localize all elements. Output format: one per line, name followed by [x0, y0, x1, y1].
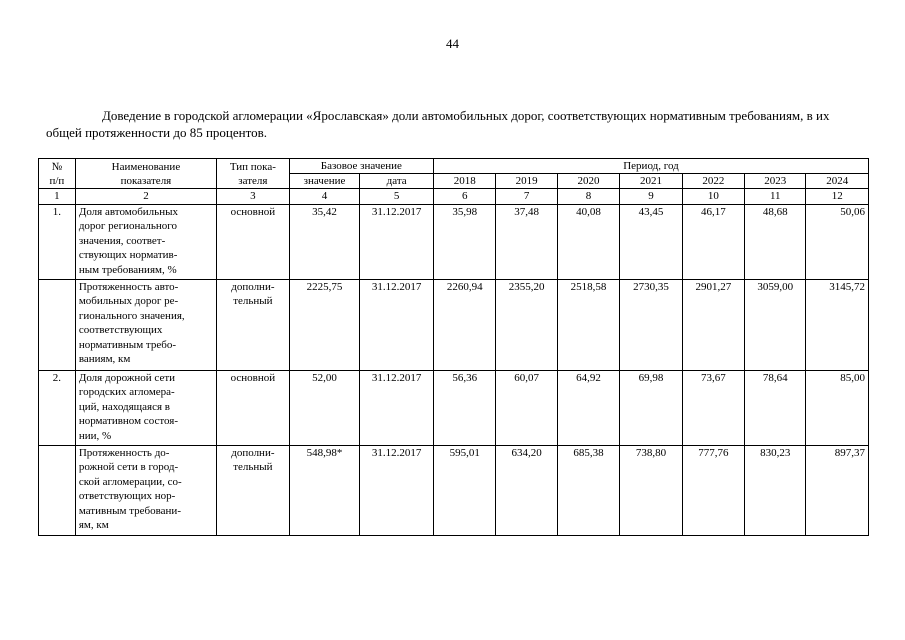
indicator-type-line: дополни-	[231, 280, 275, 293]
year-value: 2260,94	[434, 279, 496, 370]
header-num-line: п/п	[49, 174, 65, 187]
column-number: 3	[217, 189, 290, 205]
base-value: 52,00	[289, 370, 360, 445]
column-number: 11	[745, 189, 806, 205]
indicator-name-line: мобильных дорог ре-	[78, 295, 179, 307]
indicator-name-line: Протяженность авто-	[78, 280, 179, 293]
base-date: 31.12.2017	[360, 370, 434, 445]
header-period: Период, год	[434, 159, 869, 174]
header-year: 2022	[682, 174, 744, 189]
page-number: 44	[446, 36, 459, 51]
section-title: Доведение в городской агломерации «Ярославская» доли автомобильных дорог, соответствующих нормативным требованиям, в их общей протяженности до 85 процентов.	[46, 108, 830, 140]
year-value: 73,67	[682, 370, 744, 445]
indicator-type-line: тельный	[233, 295, 273, 307]
indicator-name-line: гионального значения,	[78, 309, 185, 322]
indicator-name-line: ваниям, км	[78, 353, 131, 365]
row-number: 2.	[39, 370, 76, 445]
column-number: 4	[289, 189, 360, 205]
year-value: 64,92	[557, 370, 619, 445]
column-number: 12	[806, 189, 869, 205]
year-value: 78,64	[745, 370, 806, 445]
year-value: 69,98	[620, 370, 682, 445]
base-value: 548,98*	[289, 445, 360, 535]
header-base: Базовое значение	[289, 159, 433, 174]
year-value: 777,76	[682, 445, 744, 535]
indicator-name	[75, 279, 216, 370]
year-value: 3145,72	[806, 279, 869, 370]
indicator-name-line: ций, находящаяся в	[78, 400, 170, 413]
indicator-name-line: Протяженность до-	[78, 446, 170, 459]
base-date: 31.12.2017	[360, 279, 434, 370]
indicator-type-line: дополни-	[231, 446, 275, 459]
header-name-line: показателя	[120, 174, 172, 187]
indicator-name-line: ям, км	[78, 519, 109, 531]
indicator-name-line: ствующих норматив-	[78, 249, 178, 261]
indicator-name-line: нормативным требо-	[78, 338, 176, 351]
year-value: 2518,58	[557, 279, 619, 370]
column-number: 6	[434, 189, 496, 205]
header-base-value: значение	[289, 174, 360, 189]
header-year: 2019	[496, 174, 557, 189]
indicator-name-line: рожной сети в город-	[78, 461, 179, 473]
header-year: 2024	[806, 174, 869, 189]
base-value: 2225,75	[289, 279, 360, 370]
base-date: 31.12.2017	[360, 204, 434, 279]
column-number: 5	[360, 189, 434, 205]
header-type-line: Тип пока-	[229, 160, 276, 173]
indicators-table	[38, 158, 869, 536]
header-type-line: зателя	[238, 174, 268, 187]
header-year: 2018	[434, 174, 496, 189]
header-name-line: Наименование	[111, 160, 181, 173]
indicator-name	[75, 204, 216, 279]
year-value: 2730,35	[620, 279, 682, 370]
indicator-name-line: соответствующих	[78, 324, 163, 336]
row-number	[39, 279, 76, 370]
year-value: 60,07	[496, 370, 557, 445]
year-value: 2355,20	[496, 279, 557, 370]
header-base-date: дата	[360, 174, 434, 189]
table-row	[39, 370, 869, 445]
indicator-type-line: основной	[230, 205, 276, 218]
year-value: 50,06	[806, 204, 869, 279]
year-value: 897,37	[806, 445, 869, 535]
year-value: 685,38	[557, 445, 619, 535]
year-value: 595,01	[434, 445, 496, 535]
table-row	[39, 445, 869, 535]
header-name	[75, 159, 216, 189]
indicator-name-line: значения, соответ-	[78, 234, 166, 247]
base-date: 31.12.2017	[360, 445, 434, 535]
year-value: 85,00	[806, 370, 869, 445]
year-value: 634,20	[496, 445, 557, 535]
indicator-name-line: ответствующих нор-	[78, 490, 176, 502]
table-row	[39, 279, 869, 370]
header-year: 2020	[557, 174, 619, 189]
indicator-type	[217, 279, 290, 370]
indicator-name-line: Доля автомобильных	[78, 205, 178, 218]
column-number: 10	[682, 189, 744, 205]
indicator-type	[217, 370, 290, 445]
base-value: 35,42	[289, 204, 360, 279]
indicator-type-line: тельный	[233, 461, 273, 473]
row-number	[39, 445, 76, 535]
indicator-name-line: Доля дорожной сети	[78, 371, 176, 384]
header-year: 2023	[745, 174, 806, 189]
row-number: 1.	[39, 204, 76, 279]
indicator-name	[75, 445, 216, 535]
indicator-name-line: мативным требовани-	[78, 504, 181, 517]
indicator-name-line: нии, %	[78, 429, 112, 442]
table-row	[39, 204, 869, 279]
year-value: 37,48	[496, 204, 557, 279]
column-number-row	[39, 189, 869, 205]
year-value: 3059,00	[745, 279, 806, 370]
header-num-line: №	[51, 160, 63, 173]
year-value: 46,17	[682, 204, 744, 279]
year-value: 830,23	[745, 445, 806, 535]
indicator-name-line: ным требованиям, %	[78, 263, 177, 276]
column-number: 1	[39, 189, 76, 205]
indicator-type	[217, 445, 290, 535]
indicator-type	[217, 204, 290, 279]
indicator-name	[75, 370, 216, 445]
column-number: 8	[557, 189, 619, 205]
header-type	[217, 159, 290, 189]
column-number: 9	[620, 189, 682, 205]
year-value: 35,98	[434, 204, 496, 279]
year-value: 40,08	[557, 204, 619, 279]
year-value: 48,68	[745, 204, 806, 279]
indicator-name-line: ской агломерации, со-	[78, 475, 182, 488]
year-value: 738,80	[620, 445, 682, 535]
indicator-name-line: дорог регионального	[78, 220, 177, 232]
header-num	[39, 159, 76, 189]
column-number: 2	[75, 189, 216, 205]
year-value: 2901,27	[682, 279, 744, 370]
year-value: 56,36	[434, 370, 496, 445]
header-year: 2021	[620, 174, 682, 189]
column-number: 7	[496, 189, 557, 205]
year-value: 43,45	[620, 204, 682, 279]
indicator-type-line: основной	[230, 371, 276, 384]
indicator-name-line: нормативном состоя-	[78, 415, 179, 427]
indicator-name-line: городских агломера-	[78, 386, 175, 398]
